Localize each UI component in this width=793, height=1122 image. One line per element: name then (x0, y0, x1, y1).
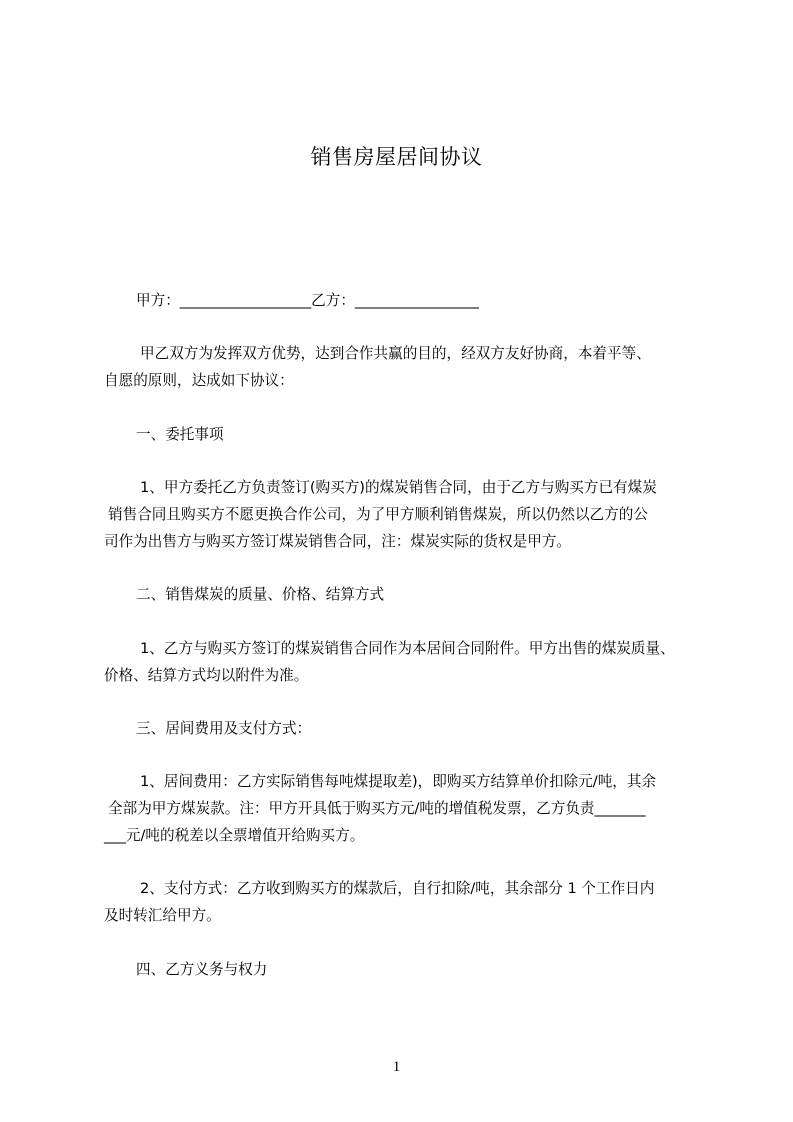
section-heading-4: 四、乙方义务与权力 (136, 961, 268, 978)
section-3-paragraph-1-line-1: 1、居间费用：乙方实际销售每吨煤提取差)，即购买方结算单价扣除元/吨，其余 (140, 773, 657, 790)
section-3-paragraph-2-line-2: 及时转汇给甲方。 (104, 907, 221, 924)
section-heading-2: 二、销售煤炭的质量、价格、结算方式 (136, 586, 385, 603)
document-title: 销售房屋居间协议 (310, 145, 483, 169)
section-3-paragraph-1-line-3: ___元/吨的税差以全票增值开给购买方。 (104, 827, 365, 844)
page-number: 1 (392, 1059, 401, 1075)
intro-line-1: 甲乙双方为发挥双方优势，达到合作共赢的目的，经双方友好协商，本着平等、 (140, 345, 651, 362)
section-1-paragraph-1-line-3: 司作为出售方与购买方签订煤炭销售合同，注：煤炭实际的货权是甲方。 (104, 533, 572, 550)
parties-line: 甲方：__________________乙方：_________________ (136, 292, 479, 309)
section-2-paragraph-1-line-2: 价格、结算方式均以附件为准。 (104, 667, 309, 684)
section-heading-1: 一、委托事项 (136, 426, 224, 443)
section-1-paragraph-1-line-1: 1、甲方委托乙方负责签订(购买方)的煤炭销售合同，由于乙方与购买方已有煤炭 (140, 479, 657, 496)
section-3-paragraph-2-line-1: 2、支付方式：乙方收到购买方的煤款后，自行扣除/吨，其余部分 1 个工作日内 (140, 880, 655, 897)
section-1-paragraph-1-line-2: 销售合同且购买方不愿更换合作公司，为了甲方顺利销售煤炭，所以仍然以乙方的公 (108, 506, 648, 523)
section-2-paragraph-1-line-1: 1、乙方与购买方签订的煤炭销售合同作为本居间合同附件。甲方出售的煤炭质量、 (140, 640, 675, 657)
section-3-paragraph-1-line-2: 全部为甲方煤炭款。注：甲方开具低于购买方元/吨的增值税发票，乙方负责_______ (108, 800, 646, 817)
section-heading-3: 三、居间费用及支付方式： (136, 720, 312, 737)
intro-line-2: 自愿的原则，达成如下协议： (104, 372, 294, 389)
